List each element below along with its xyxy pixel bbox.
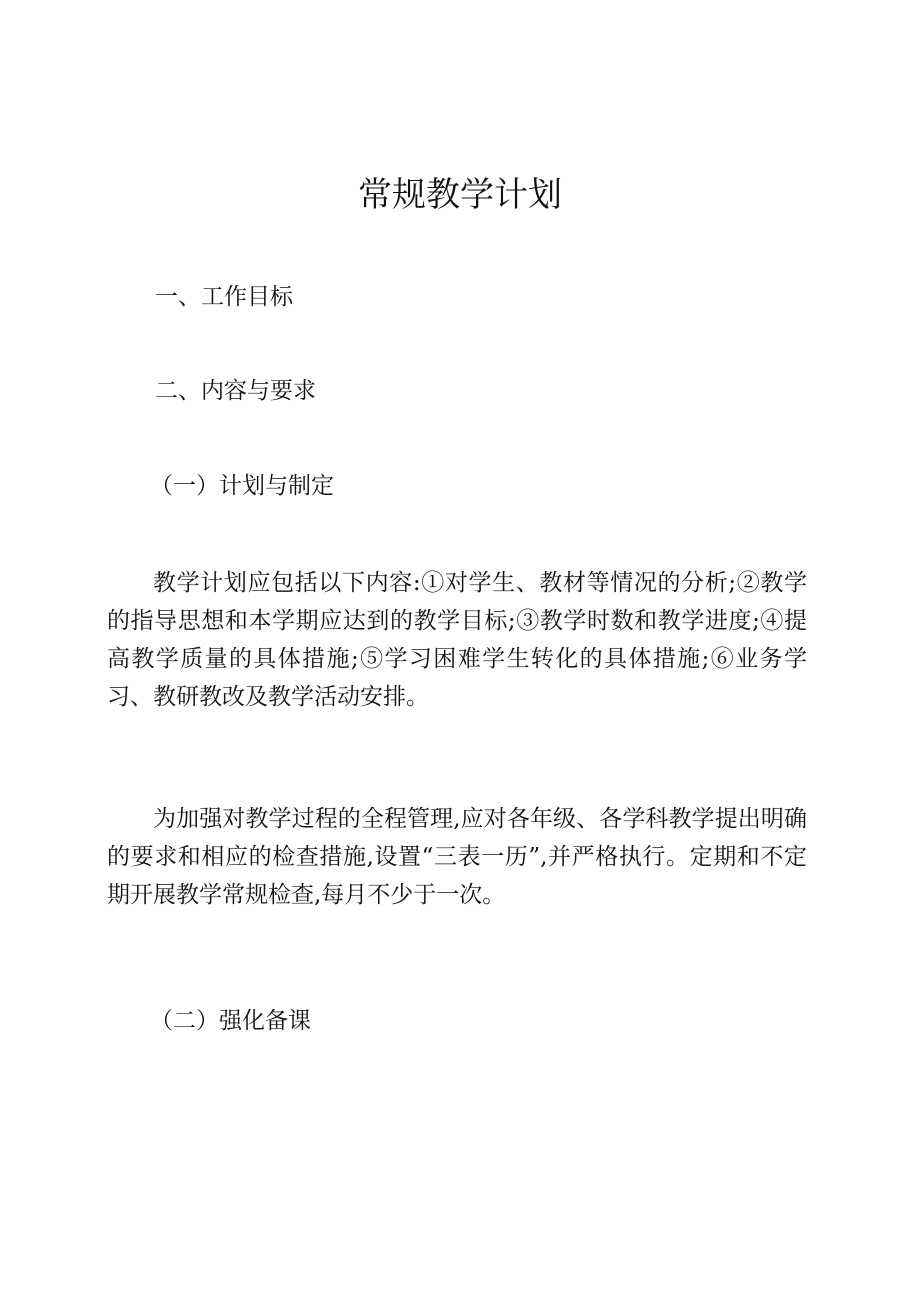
subsection-heading-strengthen-lesson-prep: （二）强化备课 — [150, 1008, 311, 1034]
section-heading-work-goals: 一、工作目标 — [155, 284, 293, 310]
paragraph-plan-content: 教学计划应包括以下内容:①对学生、教材等情况的分析;②教学的指导思想和本学期应达到的教学目标;③教学时数和教学进度;④提高教学质量的具体措施;⑤学习困难学生转化的具体措施;⑥业务学习、教研教改及教学活动安排。 — [107, 570, 807, 710]
paragraph-management-requirements: 为加强对教学过程的全程管理,应对各年级、各学科教学提出明确的要求和相应的检查措施,设置“三表一历”,并严格执行。定期和不定期开展教学常规检查,每月不少于一次。 — [107, 806, 807, 908]
section-heading-content-requirements: 二、内容与要求 — [155, 378, 316, 404]
document-title: 常规教学计划 — [358, 175, 562, 215]
subsection-heading-plan-formulation: （一）计划与制定 — [150, 473, 334, 499]
